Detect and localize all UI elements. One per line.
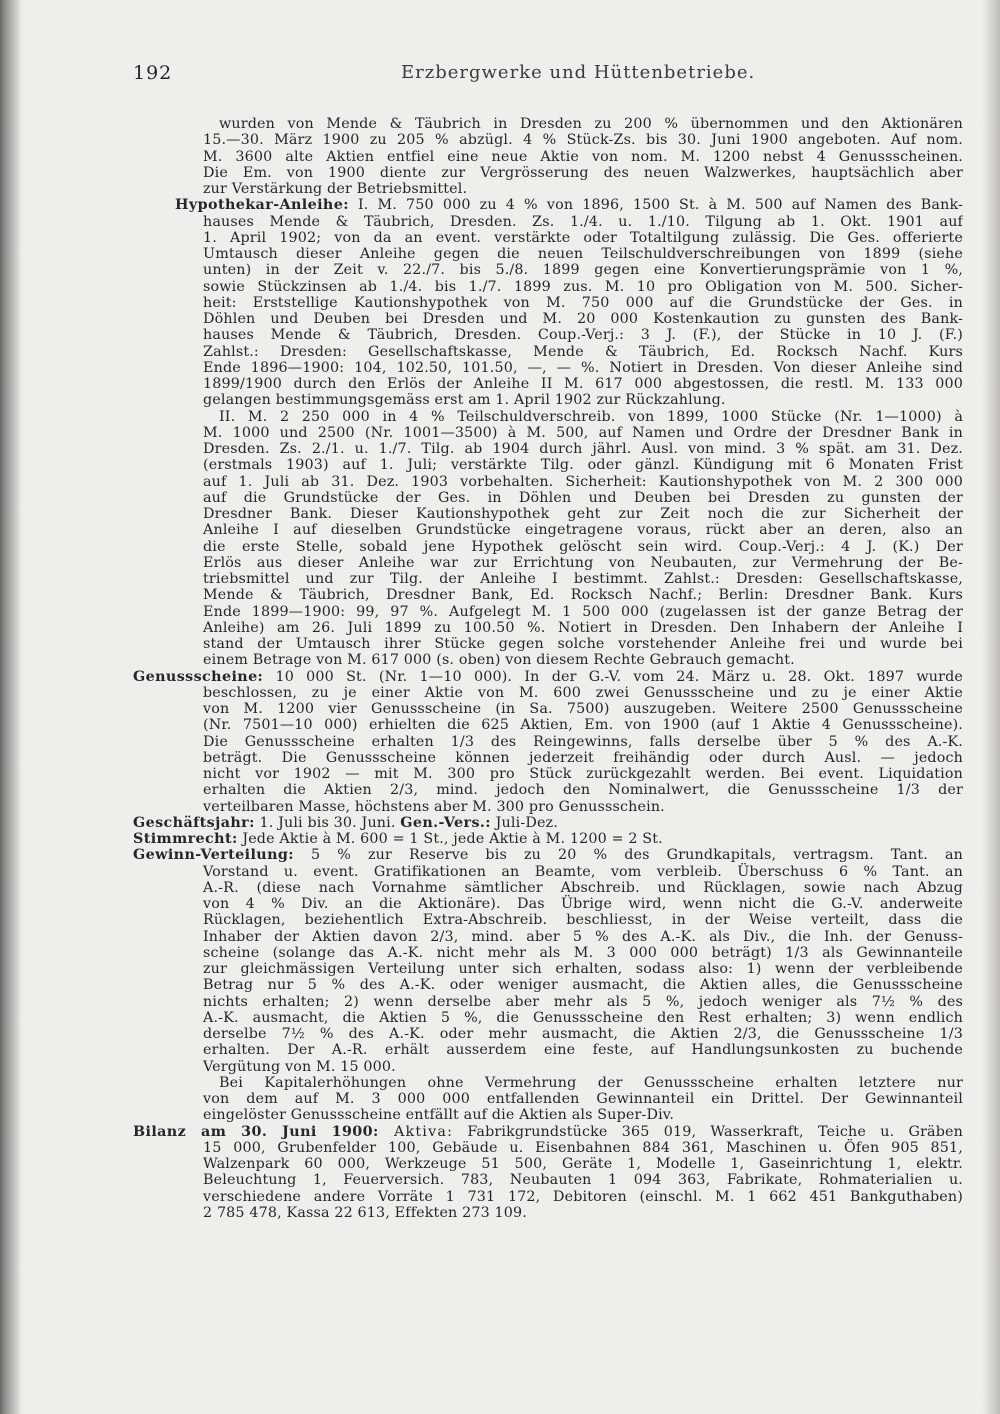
line-text: auf 1. Juli ab 31. Dez. 1903 vorbehalten. Sicherheit: Kautionshypothek von M. 2 300 000 (203, 473, 963, 490)
line-text: Zahlst.: Dresden: Gesellschaftskasse, Mende & Täubrich, Ed. Rocksch Nachf. Kurs (203, 343, 963, 360)
line-text: Inhaber der Aktien davon 2/3, mind. aber 5 % des A.-K. als Div., die Inh. der Genuss- (203, 928, 963, 945)
text-line (133, 636, 963, 652)
line-text: 5 % zur Reserve bis zu 20 % des Grundkapitals, vertragsm. Tant. an (293, 847, 963, 864)
line-text: hauses Mende & Täubrich, Dresden. Coup.-Verj.: 3 J. (F.), der Stücke in 10 J. (F.) (203, 327, 963, 344)
text-line (133, 132, 963, 148)
line-text: A.-R. (diese nach Vornahme sämtlicher Abschreib. und Rücklagen, sowie nach Abzug (203, 879, 963, 896)
text-line (133, 230, 963, 246)
text-line (133, 376, 963, 392)
line-text: 15.—30. März 1900 zu 205 % abzügl. 4 % Stück-Zs. bis 30. Juni 1900 angeboten. Auf nom. (203, 132, 963, 149)
line-text: (erstmals 1903) auf 1. Juli; verstärkte Tilg. oder gänzl. Kündigung mit 6 Monaten Frist (203, 457, 963, 474)
text-line (133, 392, 963, 408)
text-line (133, 149, 963, 165)
section-heading-line (133, 669, 963, 685)
text-line (133, 1026, 963, 1042)
line-text: derselbe 7½ % des A.-K. oder mehr ausmacht, die Aktien 2/3, die Genussscheine 1/3 (203, 1026, 963, 1042)
line-text: erhalten. Der A.-R. erhält ausserdem eine feste, auf Handlungsunkosten zu buchende (203, 1042, 963, 1059)
line-text: Juli-Dez. (490, 814, 558, 831)
line-text: Die Em. von 1900 diente zur Vergrösserung des neuen Walzwerkes, hauptsächlich aber (203, 164, 963, 181)
line-text: nichts erhalten; 2) wenn derselbe aber mehr als 5 %, jedoch weniger als 7½ % des (203, 993, 963, 1010)
line-text: Walzenpark 60 000, Werkzeuge 51 500, Geräte 1, Modelle 1, Gaseinrichtung 1, elektr. (203, 1156, 963, 1172)
line-text: Anleihe) am 26. Juli 1899 zu 100.50 %. Notiert in Dresden. Den Inhabern der Anleihe I (203, 619, 963, 636)
text-line (133, 214, 963, 230)
line-text: Jede Aktie à M. 600 = 1 St., jede Aktie à M. 1200 = 2 St. (237, 831, 663, 847)
line-text: 15 000, Grubenfelder 100, Gebäude u. Eisenbahnen 884 361, Maschinen u. Öfen 905 851, (203, 1139, 963, 1156)
text-line (133, 685, 963, 701)
text-line (133, 604, 963, 620)
text-line (133, 977, 963, 993)
line-text: 1899/1900 durch den Erlös der Anleihe II M. 617 000 abgestossen, die restl. M. 133 000 (203, 376, 963, 392)
text-line (133, 522, 963, 538)
section-heading: Gen.-Vers.: (400, 814, 491, 831)
line-text: Mende & Täubrich, Dresdner Bank, Ed. Rocksch Nachf.; Berlin: Dresdner Bank. Kurs (203, 587, 963, 604)
text-line (133, 1091, 963, 1107)
text-line (133, 587, 963, 603)
scan-edge-shadow-right (982, 0, 1000, 1414)
section-heading: Genussscheine: (133, 668, 264, 685)
page-number: 192 (133, 62, 173, 84)
line-text: Bei Kapitalerhöhungen ohne Vermehrung der Genussscheine erhalten letztere nur (219, 1074, 963, 1091)
line-text: heit: Erststellige Kautionshypothek von M. 750 000 auf die Grundstücke der Ges. in (203, 294, 963, 311)
line-text: nicht vor 1902 — mit M. 300 pro Stück zurückgezahlt werden. Bei event. Liquidation (203, 766, 963, 782)
line-text: Beleuchtung 1, Feuerversich. 783, Neubauten 1 094 363, Fabrikate, Rohmaterialien u. (203, 1172, 963, 1189)
text-line (133, 929, 963, 945)
line-text: von M. 1200 vier Genussscheine (in Sa. 7500) auszugeben. Weitere 2500 Genussscheine (203, 701, 963, 717)
section-heading-line (133, 815, 963, 831)
scan-edge-shadow (0, 0, 22, 1414)
text-line (133, 295, 963, 311)
line-text: stand der Umtausch ihrer Stücke gegen solche vorstehender Anleihe frei und wurde bei (203, 636, 963, 652)
text-line (133, 1156, 963, 1172)
line-text: scheine (solange das A.-K. nicht mehr als M. 3 000 000 beträgt) 1/3 als Gewinnanteile (203, 944, 963, 961)
text-line (133, 1172, 963, 1188)
text-line (133, 782, 963, 798)
section-heading: Geschäftsjahr: (133, 814, 255, 831)
line-text: von dem auf M. 3 000 000 entfallenden Gewinnanteil ein Drittel. Der Gewinnanteil (203, 1091, 963, 1107)
text-line (133, 181, 963, 197)
text-line (133, 799, 963, 815)
text-line (133, 620, 963, 636)
text-line (133, 896, 963, 912)
line-text: Ende 1899—1900: 99, 97 %. Aufgelegt M. 1 500 000 (zugelassen ist der ganze Betrag der (203, 603, 963, 620)
text-line (133, 116, 963, 132)
line-text: M. 3600 alte Aktien entfiel eine neue Aktie von nom. M. 1200 nebst 4 Genussscheinen. (203, 148, 963, 165)
line-text: die erste Stelle, sobald jene Hypothek gelöscht sein wird. Coup.-Verj.: 4 J. (K.) Der (203, 538, 963, 555)
line-text: Ende 1896—1900: 104, 102.50, 101.50, —, — %. Notiert in Dresden. Von dieser Anleihe sind (203, 359, 963, 376)
page-header (133, 62, 963, 92)
line-text: II. M. 2 250 000 in 4 % Teilschuldverschreib. von 1899, 1000 Stücke (Nr. 1—1000) à (219, 408, 963, 425)
section-heading: Stimmrecht: (133, 831, 238, 847)
text-line (133, 701, 963, 717)
section-heading: Gewinn-Verteilung: (133, 847, 294, 864)
line-text: triebsmittel und zur Tilg. der Anleihe I bestimmt. Zahlst.: Dresden: Gesellschaftskasse, (203, 571, 963, 587)
text-line (133, 506, 963, 522)
text-line (133, 1107, 963, 1123)
text-line (133, 262, 963, 278)
section-heading-line (133, 847, 963, 863)
section-heading: Hypothekar-Anleihe: (175, 197, 349, 214)
section-heading-line (133, 1124, 963, 1140)
line-text: sowie Stückzinsen ab 1./4. bis 1./7. 1899 zus. M. 10 pro Obligation von M. 500. Sicher- (203, 278, 963, 295)
text-line (133, 750, 963, 766)
line-text: 1. April 1902; von da an event. verstärkte oder Totaltilgung zulässig. Die Ges. offerierte (203, 229, 963, 246)
text-line (133, 425, 963, 441)
line-text: auf die Grundstücke der Ges. in Döhlen und Deuben bei Dresden zu gunsten der (203, 489, 963, 506)
text-line (133, 1075, 963, 1091)
text-line (133, 1205, 963, 1221)
text-line (133, 327, 963, 343)
text-line (133, 766, 963, 782)
text-line (133, 360, 963, 376)
spaced-label: Aktiva: (378, 1123, 454, 1140)
text-line (133, 1189, 963, 1205)
line-text: 10 000 St. (Nr. 1—10 000). In der G.-V. vom 24. März u. 28. Okt. 1897 wurde (263, 668, 963, 685)
line-text: Die Genussscheine erhalten 1/3 des Reingewinns, falls derselbe über 5 % des A.-K. (203, 733, 963, 750)
line-text: einem Betrage von M. 617 000 (s. oben) von diesem Rechte Gebrauch gemacht. (203, 652, 795, 669)
line-text: beträgt. Die Genussscheine können jederzeit freihändig oder durch Ausl. — jedoch (203, 749, 963, 766)
text-line (133, 409, 963, 425)
line-text: Betrag nur 5 % des A.-K. oder weniger ausmacht, die Aktien alles, die Genussscheine (203, 977, 963, 994)
line-text: Döhlen und Deuben bei Dresden und M. 20 000 Kostenkaution zu gunsten des Bank- (203, 311, 963, 327)
section-heading-line (133, 831, 963, 847)
text-line (133, 880, 963, 896)
line-text: zur Verstärkung der Betriebsmittel. (203, 181, 468, 197)
text-line (133, 1042, 963, 1058)
running-title: Erzbergwerke und Hüttenbetriebe. (401, 62, 756, 83)
text-line (133, 1140, 963, 1156)
line-text: gelangen bestimmungsgemäss erst am 1. April 1902 zur Rückzahlung. (203, 392, 726, 409)
text-line (133, 961, 963, 977)
text-line (133, 441, 963, 457)
text-line (133, 652, 963, 668)
text-line (133, 717, 963, 733)
line-text: (Nr. 7501—10 000) erhielten die 625 Aktien, Em. von 1900 (auf 1 Aktie 4 Genussscheine). (203, 717, 963, 734)
text-line (133, 311, 963, 327)
text-line (133, 490, 963, 506)
text-line (133, 457, 963, 473)
text-line (133, 344, 963, 360)
text-line (133, 246, 963, 262)
line-text: Dresdner Bank. Dieser Kautionshypothek geht zur Zeit noch die zur Sicherheit der (203, 506, 963, 522)
line-text: unten) in der Zeit v. 22./7. bis 5./8. 1899 gegen eine Konvertierungsprämie von 1 %, (203, 262, 963, 279)
text-line (133, 539, 963, 555)
line-text: hauses Mende & Täubrich, Dresden. Zs. 1./4. u. 1./10. Tilgung ab 1. Okt. 1901 auf (203, 213, 963, 230)
line-text: verschiedene andere Vorräte 1 731 172, Debitoren (einschl. M. 1 662 451 Bankguthaben) (203, 1188, 963, 1205)
line-text: Erlös aus dieser Anleihe war zur Errichtung von Neubauten, zur Vermehrung der Be- (203, 554, 963, 571)
text-line (133, 1059, 963, 1075)
text-line (133, 555, 963, 571)
line-text: Dresden. Zs. 2./1. u. 1./7. Tilg. ab 1904 durch jährl. Ausl. von mind. 3 % spät. am 31. Dez. (203, 441, 963, 457)
text-line (133, 945, 963, 961)
line-text: Umtausch dieser Anleihe gegen die neuen Teilschuldverschreibungen von 1899 (siehe (203, 246, 963, 262)
line-text: wurden von Mende & Täubrich in Dresden zu 200 % übernommen und den Aktionären (219, 116, 963, 132)
section-heading: Bilanz am 30. Juni 1900: (133, 1123, 379, 1140)
line-text: Fabrikgrundstücke 365 019, Wasserkraft, Teiche u. Gräben (453, 1123, 963, 1140)
line-text: I. M. 750 000 zu 4 % von 1896, 1500 St. à M. 500 auf Namen des Bank- (348, 197, 963, 214)
line-text: zur gleichmässigen Verteilung unter sich erhalten, sodass also: 1) wenn der verbleibende (203, 961, 963, 977)
line-text: A.-K. ausmacht, die Aktien 5 %, die Genussscheine den Rest erhalten; 3) wenn endlich (203, 1009, 963, 1026)
line-text: eingelöster Genussscheine entfällt auf die Aktien als Super-Div. (203, 1107, 675, 1124)
text-line (133, 1010, 963, 1026)
text-line (133, 864, 963, 880)
text-line (133, 165, 963, 181)
text-line (133, 474, 963, 490)
section-heading-line (133, 197, 963, 213)
text-line (133, 912, 963, 928)
line-text: erhalten die Aktien 2/3, mind. jedoch den Nominalwert, die Genussscheine 1/3 der (203, 782, 963, 799)
document-body (133, 116, 963, 1221)
text-line (133, 279, 963, 295)
line-text: M. 1000 und 2500 (Nr. 1001—3500) à M. 500, auf Namen und Ordre der Dresdner Bank in (203, 424, 963, 441)
line-text: Vorstand u. event. Gratifikationen an Beamte, vom verbleib. Überschuss 6 % Tant. an (203, 863, 963, 880)
line-text: Vergütung von M. 15 000. (203, 1058, 396, 1075)
text-line (133, 571, 963, 587)
line-text: beschlossen, zu je einer Aktie von M. 600 zwei Genussscheine und zu je einer Aktie (203, 684, 963, 701)
line-text: Rücklagen, beziehentlich Extra-Abschreib. beschliesst, in der Weise verteilt, dass die (203, 912, 963, 929)
line-text: von 4 % Div. an die Aktionäre). Das Übrige wird, wenn nicht die G.-V. anderweite (203, 896, 963, 912)
line-text: 1. Juli bis 30. Juni. (254, 814, 401, 831)
line-text: verteilbaren Masse, höchstens aber M. 300 pro Genussschein. (203, 798, 665, 815)
text-line (133, 994, 963, 1010)
text-line (133, 734, 963, 750)
line-text: Anleihe I auf dieselben Grundstücke eingetragene voraus, rückt aber an deren, also an (203, 522, 963, 539)
line-text: 2 785 478, Kassa 22 613, Effekten 273 109. (203, 1204, 527, 1221)
